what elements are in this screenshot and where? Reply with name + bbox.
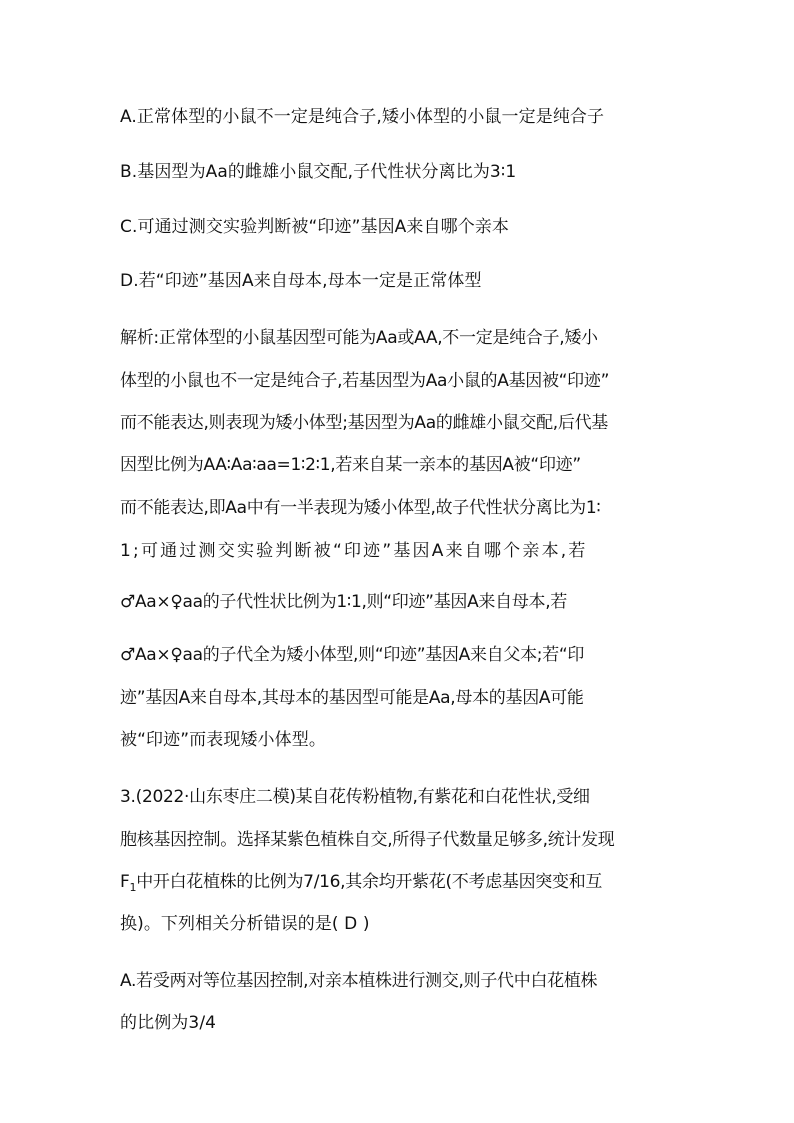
analysis-line-3: 而不能表达,则表现为矮小体型;基因型为Aa的雌雄小鼠交配,后代基 [120, 413, 608, 433]
option-a-prev: A.正常体型的小鼠不一定是纯合子,矮小体型的小鼠一定是纯合子 [120, 107, 605, 127]
analysis-line-9: 迹”基因A来自母本,其母本的基因型可能是Aa,母本的基因A可能 [120, 688, 584, 708]
analysis-line-8: ♂Aa×♀aa的子代全为矮小体型,则“印迹”基因A来自父本;若“印 [120, 645, 585, 665]
option-b-prev: B.基因型为Aa的雌雄小鼠交配,子代性状分离比为3∶1 [120, 162, 517, 182]
f1-letter: F [120, 872, 130, 892]
analysis-line-10: 被“印迹”而表现矮小体型。 [120, 730, 326, 750]
analysis-line-1: 解析:正常体型的小鼠基因型可能为Aa或AA,不一定是纯合子,矮小 [120, 328, 598, 348]
option-c-prev: C.可通过测交实验判断被“印迹”基因A来自哪个亲本 [120, 217, 510, 237]
f1-subscript: 1 [129, 881, 137, 894]
analysis-line-2: 体型的小鼠也不一定是纯合子,若基因型为Aa小鼠的A基因被“印迹” [120, 371, 610, 391]
option-a-q3-line-1: A.若受两对等位基因控制,对亲本植株进行测交,则子代中白花植株 [120, 971, 598, 991]
question-3-line-2: 胞核基因控制。选择某紫色植株自交,所得子代数量足够多,统计发现 [120, 830, 615, 850]
analysis-line-6: 1;可通过测交实验判断被“印迹”基因A来自哪个亲本,若 [120, 541, 588, 561]
analysis-line-5: 而不能表达,即Aa中有一半表现为矮小体型,故子代性状分离比为1∶ [120, 498, 601, 518]
question-3-line-4: 换)。下列相关分析错误的是( D ) [120, 914, 370, 934]
question-3-line-3-text: 中开白花植株的比例为7/16,其余均开紫花(不考虑基因突变和互 [136, 872, 603, 892]
option-a-q3-line-2: 的比例为3/4 [120, 1013, 217, 1033]
analysis-line-7: ♂Aa×♀aa的子代性状比例为1∶1,则“印迹”基因A来自母本,若 [120, 592, 568, 612]
option-d-prev: D.若“印迹”基因A来自母本,母本一定是正常体型 [120, 271, 482, 291]
question-3-line-3 [120, 871, 680, 895]
question-3-line-1: 3.(2022·山东枣庄二模)某自花传粉植物,有紫花和白花性状,受细 [120, 787, 590, 807]
analysis-line-4: 因型比例为AA∶Aa∶aa=1∶2∶1,若来自某一亲本的基因A被“印迹” [120, 455, 581, 475]
